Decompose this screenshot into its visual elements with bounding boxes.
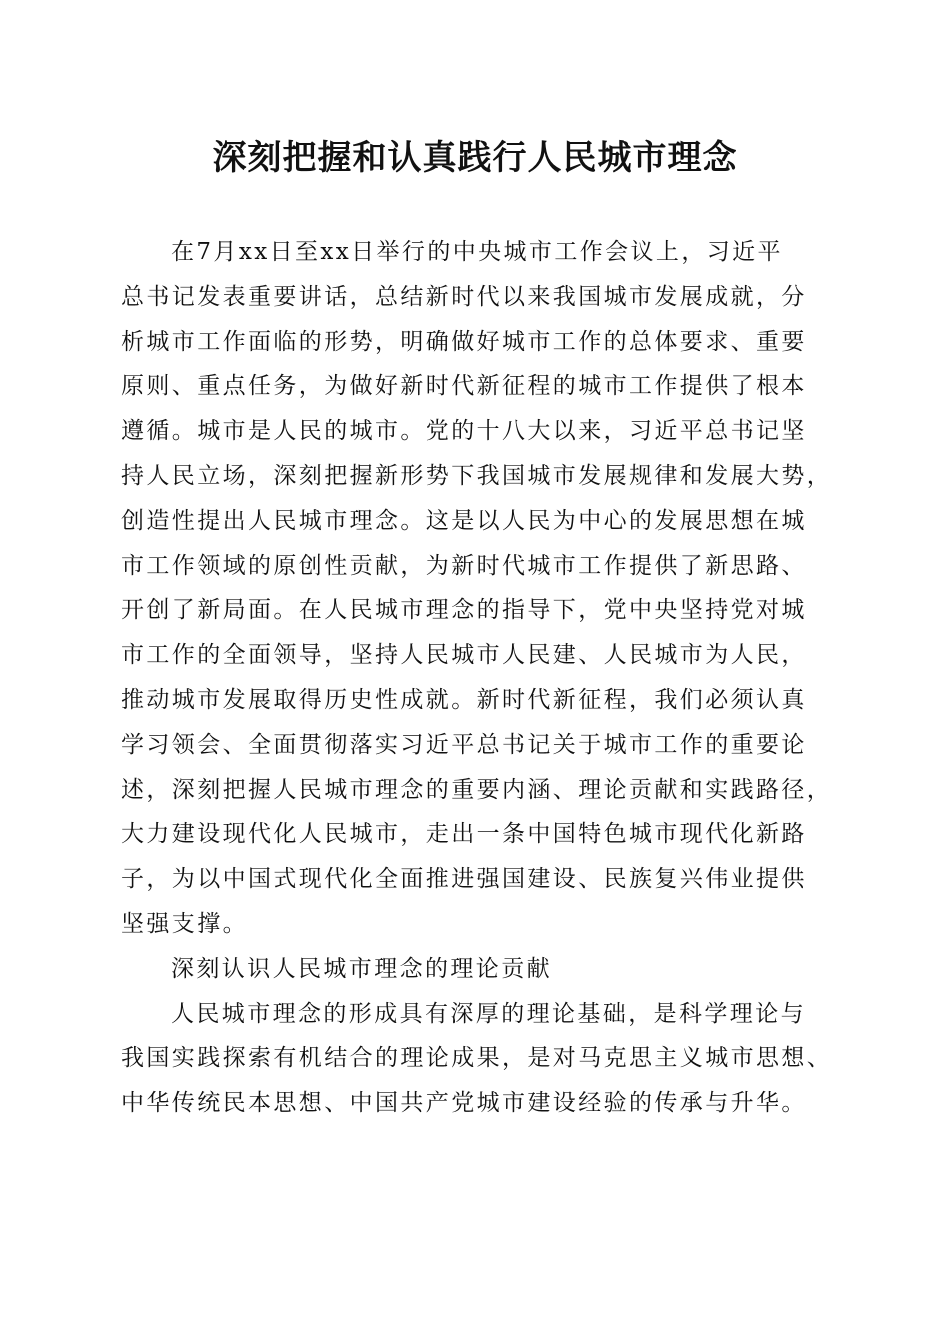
paragraph-line: 在7月xx日至xx日举行的中央城市工作会议上，习近平: [171, 239, 783, 265]
section-heading: 深刻认识人民城市理念的理论贡献: [171, 955, 552, 982]
paragraph-line: 市工作领域的原创性贡献，为新时代城市工作提供了新思路、: [121, 552, 807, 579]
paragraph-line: 市工作的全面领导，坚持人民城市人民建、人民城市为人民，: [121, 642, 807, 669]
paragraph-line: 述，深刻把握人民城市理念的重要内涵、理论贡献和实践路径，: [121, 776, 833, 803]
paragraph-line: 人民城市理念的形成具有深厚的理论基础，是科学理论与: [171, 1000, 806, 1027]
document-title: 深刻把握和认真践行人民城市理念: [212, 138, 738, 178]
paragraph-line: 推动城市发展取得历史性成就。新时代新征程，我们必须认真: [121, 686, 807, 713]
paragraph-line: 学习领会、全面贯彻落实习近平总书记关于城市工作的重要论: [121, 731, 807, 758]
paragraph-line: 析城市工作面临的形势，明确做好城市工作的总体要求、重要: [121, 328, 807, 355]
paragraph-line: 总书记发表重要讲话，总结新时代以来我国城市发展成就，分: [121, 283, 807, 310]
paragraph-line: 大力建设现代化人民城市，走出一条中国特色城市现代化新路: [121, 821, 807, 848]
document-body: [121, 230, 841, 1126]
paragraph-line: 子，为以中国式现代化全面推进强国建设、民族复兴伟业提供: [121, 866, 807, 893]
paragraph-line: 开创了新局面。在人民城市理念的指导下，党中央坚持党对城: [121, 597, 807, 624]
paragraph-line: 持人民立场，深刻把握新形势下我国城市发展规律和发展大势，: [121, 462, 833, 489]
paragraph-line: 原则、重点任务，为做好新时代新征程的城市工作提供了根本: [121, 373, 807, 400]
paragraph-line: 我国实践探索有机结合的理论成果，是对马克思主义城市思想、: [121, 1045, 833, 1072]
paragraph-line: 创造性提出人民城市理念。这是以人民为中心的发展思想在城: [121, 507, 807, 534]
paragraph-line: 遵循。城市是人民的城市。党的十八大以来，习近平总书记坚: [121, 418, 807, 445]
paragraph-line: 坚强支撑。: [121, 910, 248, 937]
paragraph-line: 中华传统民本思想、中国共产党城市建设经验的传承与升华。: [121, 1090, 807, 1117]
